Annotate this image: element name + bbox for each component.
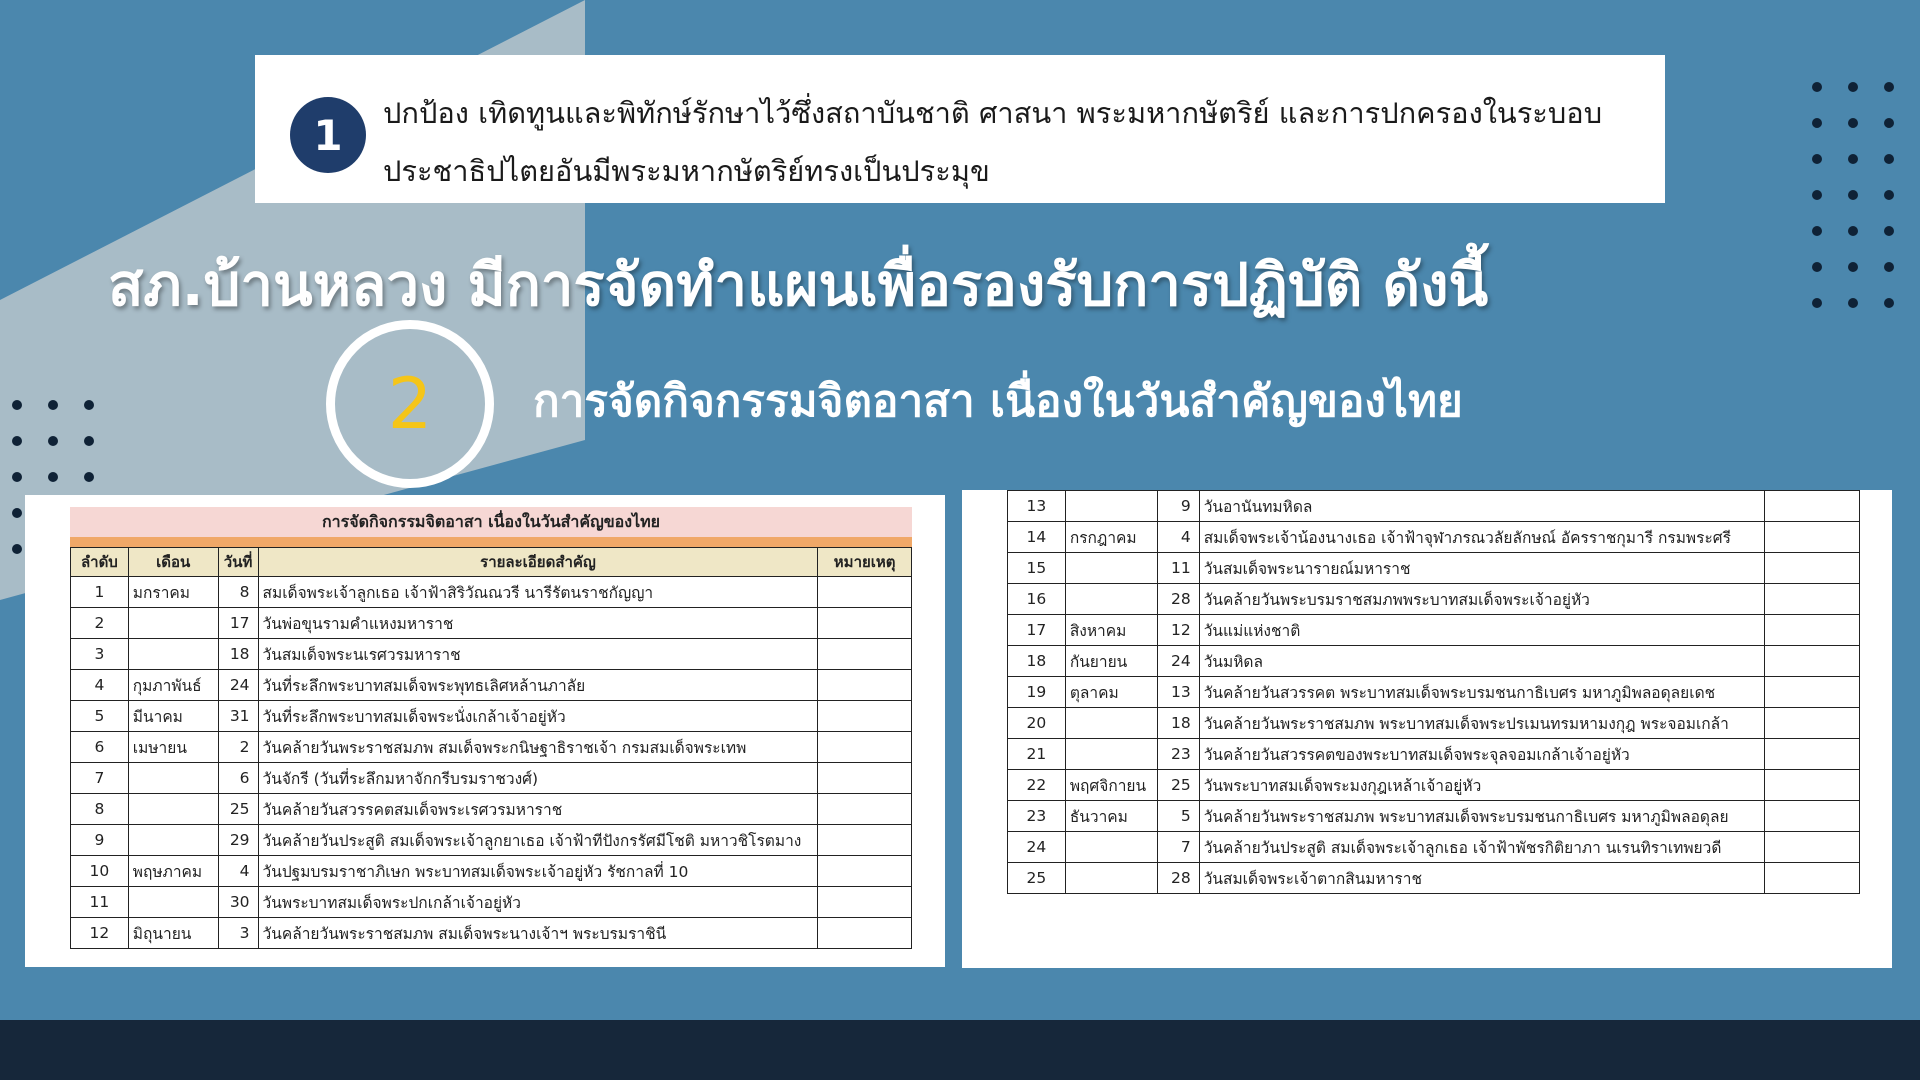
cell-day: 18: [218, 639, 258, 670]
table-title-bar: [70, 537, 912, 547]
cell-detail: วันคล้ายวันพระบรมราชสมภพพระบาทสมเด็จพระเจ้าอยู่หัว: [1199, 584, 1764, 615]
cell-no: 4: [71, 670, 129, 701]
table-row: [71, 825, 912, 856]
cell-remark: [1764, 491, 1859, 522]
cell-no: 3: [71, 639, 129, 670]
cell-remark: [818, 763, 912, 794]
activities-table-right: [1007, 490, 1860, 894]
table-row: [1008, 832, 1860, 863]
cell-detail: วันมหิดล: [1199, 646, 1764, 677]
cell-remark: [818, 732, 912, 763]
cell-remark: [1764, 708, 1859, 739]
cell-day: 11: [1157, 553, 1199, 584]
point1-line2: ประชาธิปไตยอันมีพระมหากษัตริย์ทรงเป็นประมุข: [383, 154, 990, 188]
cell-day: 24: [218, 670, 258, 701]
cell-day: 4: [1157, 522, 1199, 553]
cell-remark: [1764, 677, 1859, 708]
cell-month: กุมภาพันธ์: [128, 670, 218, 701]
cell-month: พฤษภาคม: [128, 856, 218, 887]
cell-detail: วันคล้ายวันสวรรคต พระบาทสมเด็จพระบรมชนกาธิเบศร มหาภูมิพลอดุลยเดช: [1199, 677, 1764, 708]
table-row: [1008, 708, 1860, 739]
table-row: [1008, 646, 1860, 677]
header-no: ลำดับ: [71, 548, 129, 577]
cell-detail: วันปฐมบรมราชาภิเษก พระบาทสมเด็จพระเจ้าอยู่หัว รัชกาลที่ 10: [258, 856, 818, 887]
table-row: [71, 577, 912, 608]
cell-day: 6: [218, 763, 258, 794]
footer-bar: [0, 1020, 1920, 1080]
cell-month: [1065, 708, 1157, 739]
cell-month: สิงหาคม: [1065, 615, 1157, 646]
cell-no: 15: [1008, 553, 1066, 584]
cell-detail: สมเด็จพระเจ้าน้องนางเธอ เจ้าฟ้าจุฬาภรณวลัยลักษณ์ อัครราชกุมารี กรมพระศรี: [1199, 522, 1764, 553]
cell-day: 8: [218, 577, 258, 608]
cell-detail: วันคล้ายวันประสูติ สมเด็จพระเจ้าลูกเธอ เจ้าฟ้าพัชรกิติยาภา นเรนทิราเทพยวดี: [1199, 832, 1764, 863]
cell-remark: [1764, 863, 1859, 894]
cell-no: 12: [71, 918, 129, 949]
cell-no: 6: [71, 732, 129, 763]
cell-detail: วันสมเด็จพระนเรศวรมหาราช: [258, 639, 818, 670]
cell-remark: [1764, 646, 1859, 677]
cell-remark: [818, 639, 912, 670]
cell-detail: วันคล้ายวันสวรรคตของพระบาทสมเด็จพระจุลจอมเกล้าเจ้าอยู่หัว: [1199, 739, 1764, 770]
table-row: [71, 763, 912, 794]
cell-remark: [818, 701, 912, 732]
cell-day: 12: [1157, 615, 1199, 646]
cell-month: [1065, 584, 1157, 615]
cell-remark: [1764, 739, 1859, 770]
cell-detail: วันจักรี (วันที่ระลึกมหาจักกรีบรมราชวงศ์): [258, 763, 818, 794]
cell-day: 25: [1157, 770, 1199, 801]
cell-detail: วันอานันทมหิดล: [1199, 491, 1764, 522]
table-row: [71, 887, 912, 918]
cell-month: [128, 825, 218, 856]
cell-detail: วันพ่อขุนรามคำแหงมหาราช: [258, 608, 818, 639]
cell-day: 7: [1157, 832, 1199, 863]
cell-day: 23: [1157, 739, 1199, 770]
cell-detail: สมเด็จพระเจ้าลูกเธอ เจ้าฟ้าสิริวัณณวรี นารีรัตนราชกัญญา: [258, 577, 818, 608]
cell-detail: วันพระบาทสมเด็จพระปกเกล้าเจ้าอยู่หัว: [258, 887, 818, 918]
cell-no: 23: [1008, 801, 1066, 832]
cell-remark: [818, 608, 912, 639]
cell-no: 10: [71, 856, 129, 887]
cell-detail: วันพระบาทสมเด็จพระมงกุฎเหล้าเจ้าอยู่หัว: [1199, 770, 1764, 801]
cell-month: [128, 887, 218, 918]
table-panel-right: [962, 490, 1892, 968]
cell-remark: [818, 856, 912, 887]
cell-month: [1065, 832, 1157, 863]
header-remark: หมายเหตุ: [818, 548, 912, 577]
cell-day: 5: [1157, 801, 1199, 832]
cell-no: 25: [1008, 863, 1066, 894]
cell-remark: [1764, 615, 1859, 646]
cell-no: 11: [71, 887, 129, 918]
cell-no: 13: [1008, 491, 1066, 522]
cell-day: 13: [1157, 677, 1199, 708]
cell-remark: [1764, 522, 1859, 553]
table-row: [71, 918, 912, 949]
cell-month: ธันวาคม: [1065, 801, 1157, 832]
table-row: [71, 670, 912, 701]
activities-table-left: [70, 547, 912, 949]
cell-no: 9: [71, 825, 129, 856]
cell-no: 1: [71, 577, 129, 608]
cell-month: มิถุนายน: [128, 918, 218, 949]
cell-no: 18: [1008, 646, 1066, 677]
cell-no: 8: [71, 794, 129, 825]
cell-detail: วันที่ระลึกพระบาทสมเด็จพระพุทธเลิศหล้านภาลัย: [258, 670, 818, 701]
cell-month: ตุลาคม: [1065, 677, 1157, 708]
cell-month: [1065, 553, 1157, 584]
cell-remark: [818, 670, 912, 701]
cell-no: 24: [1008, 832, 1066, 863]
table-row: [71, 701, 912, 732]
cell-detail: วันคล้ายวันสวรรคตสมเด็จพระเรศวรมหาราช: [258, 794, 818, 825]
cell-no: 19: [1008, 677, 1066, 708]
cell-day: 28: [1157, 863, 1199, 894]
cell-day: 9: [1157, 491, 1199, 522]
cell-day: 25: [218, 794, 258, 825]
cell-day: 24: [1157, 646, 1199, 677]
cell-no: 17: [1008, 615, 1066, 646]
cell-day: 17: [218, 608, 258, 639]
table-row: [1008, 677, 1860, 708]
cell-day: 2: [218, 732, 258, 763]
cell-month: กรกฎาคม: [1065, 522, 1157, 553]
header-detail: รายละเอียดสำคัญ: [258, 548, 818, 577]
cell-day: 30: [218, 887, 258, 918]
cell-month: กันยายน: [1065, 646, 1157, 677]
cell-month: พฤศจิกายน: [1065, 770, 1157, 801]
cell-month: เมษายน: [128, 732, 218, 763]
cell-month: [1065, 739, 1157, 770]
table-row: [71, 732, 912, 763]
cell-month: [128, 608, 218, 639]
cell-month: [128, 763, 218, 794]
table-row: [1008, 801, 1860, 832]
cell-detail: วันสมเด็จพระเจ้าตากสินมหาราช: [1199, 863, 1764, 894]
cell-detail: วันคล้ายวันพระราชสมภพ พระบาทสมเด็จพระปรเมนทรมหามงกุฎ พระจอมเกล้า: [1199, 708, 1764, 739]
cell-remark: [818, 918, 912, 949]
table-row: [71, 639, 912, 670]
cell-detail: วันที่ระลึกพระบาทสมเด็จพระนั่งเกล้าเจ้าอยู่หัว: [258, 701, 818, 732]
cell-month: มกราคม: [128, 577, 218, 608]
table-row: [1008, 491, 1860, 522]
point1-line1: ปกป้อง เทิดทูนและพิทักษ์รักษาไว้ซึ่งสถาบันชาติ ศาสนา พระมหากษัตริย์ และการปกครองในระบอบ: [383, 96, 1603, 130]
point2-title: การจัดกิจกรรมจิตอาสา เนื่องในวันสำคัญของไทย: [533, 376, 1463, 427]
table-header-row: [71, 548, 912, 577]
cell-month: มีนาคม: [128, 701, 218, 732]
cell-remark: [818, 577, 912, 608]
table-row: [71, 608, 912, 639]
cell-remark: [818, 794, 912, 825]
header-month: เดือน: [128, 548, 218, 577]
cell-remark: [1764, 801, 1859, 832]
table-title: การจัดกิจกรรมจิตอาสา เนื่องในวันสำคัญของไทย: [70, 507, 912, 537]
cell-detail: วันคล้ายวันประสูติ สมเด็จพระเจ้าลูกยาเธอ เจ้าฟ้าทีปังกรรัศมีโชติ มหาวชิโรตมาง: [258, 825, 818, 856]
cell-detail: วันคล้ายวันพระราชสมภพ พระบาทสมเด็จพระบรมชนกาธิเบศร มหาภูมิพลอดุลย: [1199, 801, 1764, 832]
table-row: [71, 794, 912, 825]
cell-remark: [1764, 584, 1859, 615]
cell-day: 31: [218, 701, 258, 732]
cell-remark: [1764, 832, 1859, 863]
cell-remark: [1764, 770, 1859, 801]
cell-remark: [818, 887, 912, 918]
cell-month: [1065, 863, 1157, 894]
point1-number-badge: 1: [290, 97, 366, 173]
cell-no: 22: [1008, 770, 1066, 801]
cell-month: [128, 639, 218, 670]
cell-day: 29: [218, 825, 258, 856]
table-row: [1008, 553, 1860, 584]
cell-month: [128, 794, 218, 825]
cell-no: 21: [1008, 739, 1066, 770]
headline: สภ.บ้านหลวง มีการจัดทำแผนเพื่อรองรับการปฏิบัติ ดังนี้: [108, 251, 1489, 319]
table-row: [1008, 584, 1860, 615]
table-row: [1008, 522, 1860, 553]
cell-day: 18: [1157, 708, 1199, 739]
cell-no: 5: [71, 701, 129, 732]
point2-number: 2: [387, 363, 433, 445]
cell-detail: วันแม่แห่งชาติ: [1199, 615, 1764, 646]
table-row: [1008, 770, 1860, 801]
cell-day: 3: [218, 918, 258, 949]
cell-detail: วันสมเด็จพระนารายณ์มหาราช: [1199, 553, 1764, 584]
cell-no: 2: [71, 608, 129, 639]
cell-remark: [1764, 553, 1859, 584]
table-row: [71, 856, 912, 887]
cell-remark: [818, 825, 912, 856]
cell-no: 20: [1008, 708, 1066, 739]
decorative-dots-right: [1812, 82, 1920, 334]
cell-month: [1065, 491, 1157, 522]
cell-day: 4: [218, 856, 258, 887]
cell-no: 7: [71, 763, 129, 794]
table-row: [1008, 739, 1860, 770]
table-panel-left: [25, 495, 945, 967]
cell-no: 16: [1008, 584, 1066, 615]
table-row: [1008, 863, 1860, 894]
cell-day: 28: [1157, 584, 1199, 615]
cell-no: 14: [1008, 522, 1066, 553]
table-row: [1008, 615, 1860, 646]
cell-detail: วันคล้ายวันพระราชสมภพ สมเด็จพระนางเจ้าฯ พระบรมราชินี: [258, 918, 818, 949]
header-day: วันที่: [218, 548, 258, 577]
cell-detail: วันคล้ายวันพระราชสมภพ สมเด็จพระกนิษฐาธิราชเจ้า กรมสมเด็จพระเทพ: [258, 732, 818, 763]
